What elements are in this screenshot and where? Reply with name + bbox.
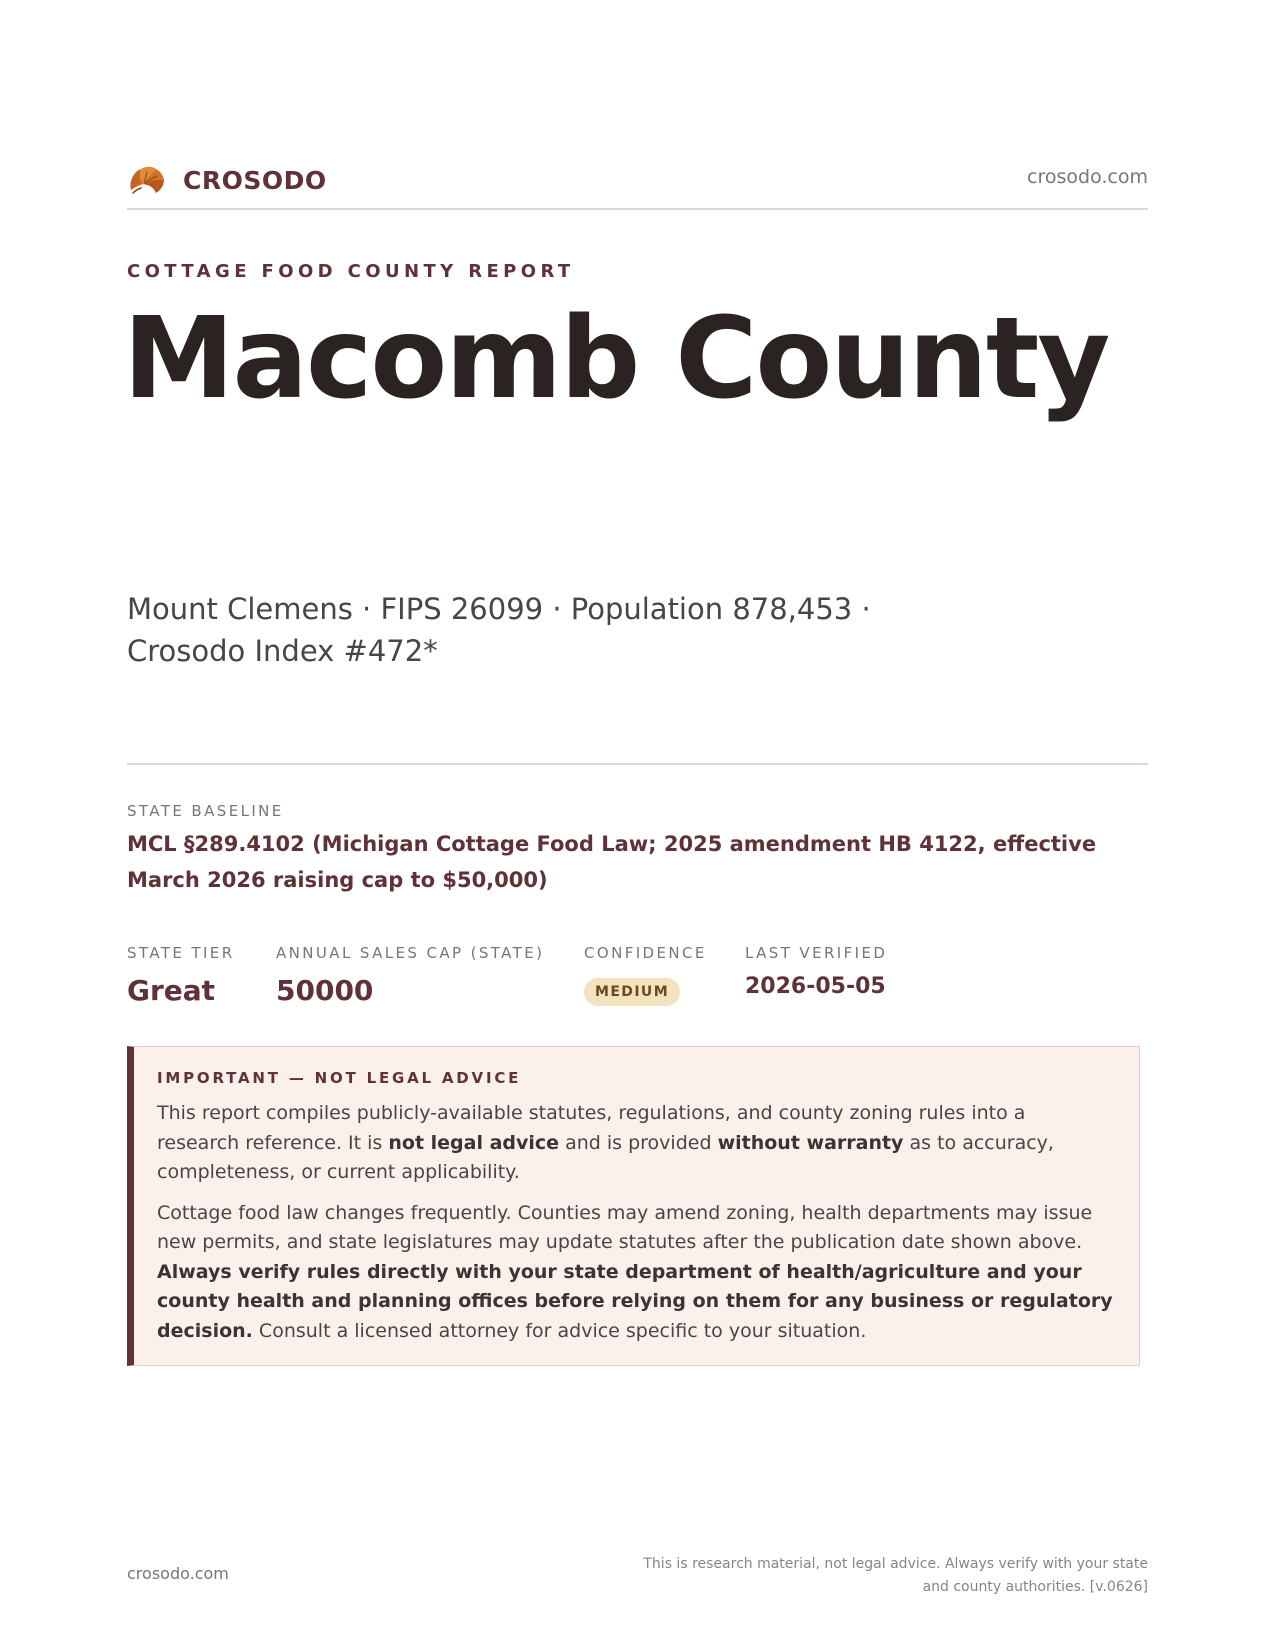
state-baseline-label: STATE BASELINE [127, 802, 284, 820]
section-divider [127, 763, 1148, 765]
county-subtitle [127, 588, 887, 672]
notice-text: This report compiles publicly-available statutes, regulations, and county zoning rules into a research reference. It is [157, 1102, 1026, 1154]
stat-last-verified [745, 944, 887, 999]
notice-text: Cottage food law changes frequently. Counties may amend zoning, health departments may issue new permits, and state legislatures may update statutes after the publication date shown above. [157, 1201, 1093, 1253]
notice-text: Consult a licensed attorney for advice specific to your situation. [252, 1319, 867, 1342]
stat-confidence [584, 944, 707, 1006]
state-tier-value: Great [127, 974, 216, 1007]
sales-cap-label: ANNUAL SALES CAP (STATE) [276, 944, 545, 962]
stats-row [127, 944, 1148, 1014]
footer-disclaimer [608, 1553, 1148, 1599]
notice-text: and is provided [559, 1131, 718, 1154]
notice-paragraph-2 [157, 1199, 1113, 1347]
notice-paragraph-1 [157, 1099, 1113, 1188]
footer-site-link[interactable]: crosodo.com [127, 1564, 229, 1583]
notice-heading: IMPORTANT — NOT LEGAL ADVICE [157, 1069, 522, 1087]
notice-text: as to accuracy, completeness, or current applicability. [157, 1131, 1054, 1183]
croissant-icon [127, 160, 167, 200]
footer-disclaimer-line-1: This is research material, not legal advice. Always verify with your state [643, 1556, 1148, 1572]
brand[interactable] [127, 160, 327, 200]
confidence-label: CONFIDENCE [584, 944, 707, 962]
notice-emphasis: Always verify rules directly with your state department of health/agriculture and your county health and planning offices before relying on them for any business or regulatory decision. [157, 1260, 1113, 1342]
last-verified-value: 2026-05-05 [745, 974, 886, 999]
page-header [127, 160, 1148, 196]
notice-emphasis: not legal advice [388, 1131, 560, 1154]
subtitle-line-1: Mount Clemens · FIPS 26099 · Population 878,453 · [127, 592, 871, 626]
state-tier-label: STATE TIER [127, 944, 235, 962]
sales-cap-value: 50000 [276, 974, 374, 1007]
notice-emphasis: without warranty [717, 1131, 904, 1154]
header-divider [127, 208, 1148, 210]
subtitle-line-2: Crosodo Index #472* [127, 634, 438, 668]
last-verified-label: LAST VERIFIED [745, 944, 888, 962]
report-page [123, 0, 1148, 1650]
footer-disclaimer-line-2: and county authorities. [v.0626] [922, 1579, 1148, 1595]
report-eyebrow: COTTAGE FOOD COUNTY REPORT [127, 261, 575, 282]
stat-sales-cap [276, 944, 544, 1007]
site-url-link[interactable]: crosodo.com [1027, 166, 1148, 188]
page-title: Macomb County [123, 294, 1109, 424]
brand-name: CROSODO [183, 165, 327, 195]
stat-state-tier [127, 944, 235, 1007]
confidence-badge: MEDIUM [584, 978, 680, 1006]
state-baseline-value: MCL §289.4102 (Michigan Cottage Food Law; 2025 amendment HB 4122, effective March 2026 raising cap to $50,000) [127, 832, 1097, 892]
legal-notice [127, 1046, 1140, 1366]
